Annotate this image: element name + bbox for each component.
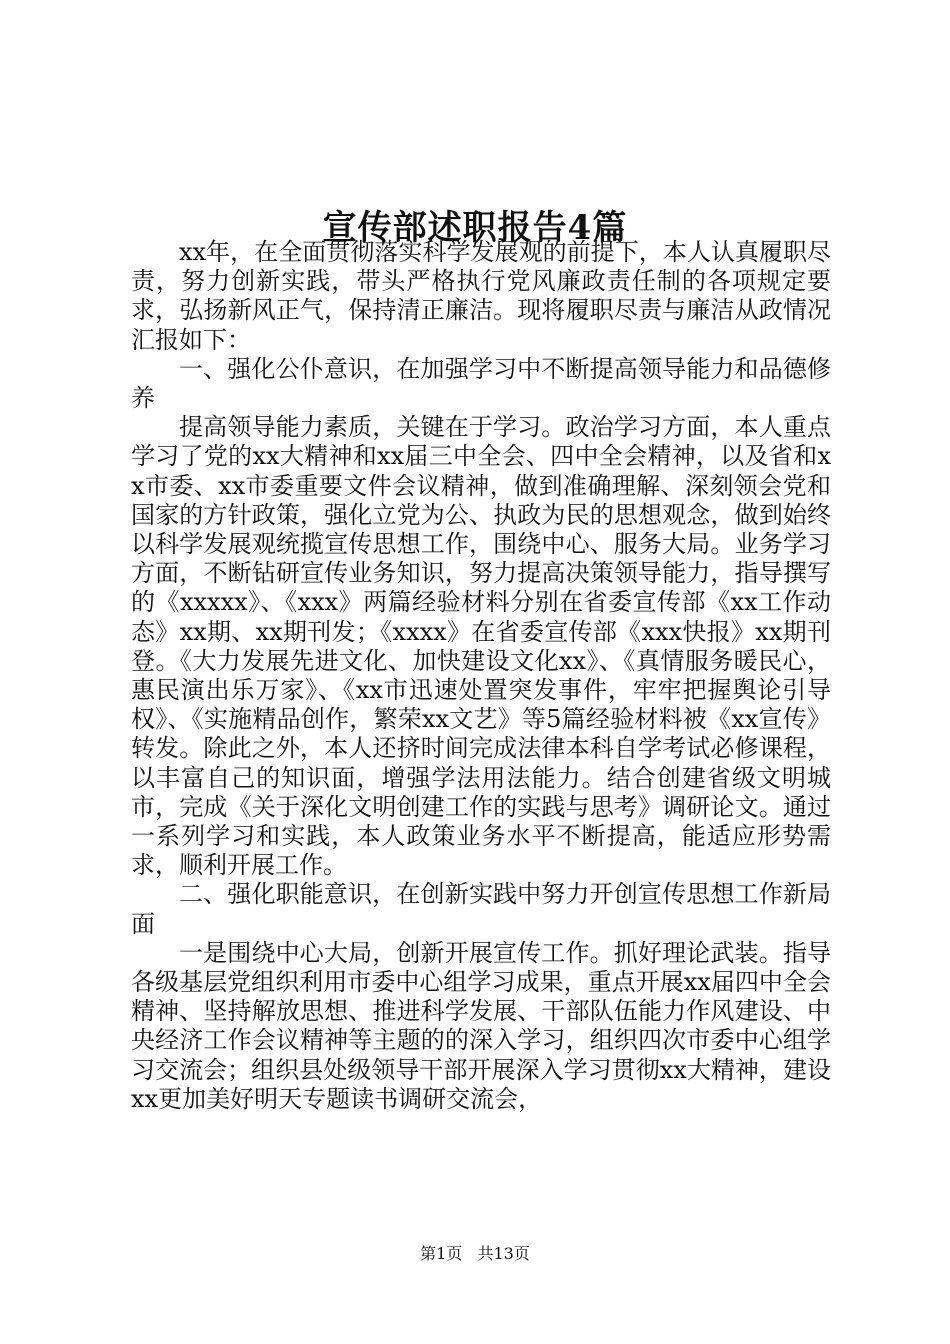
section-heading-2: 二、强化职能意识，在创新实践中努力开创宣传思想工作新局面 (131, 880, 831, 938)
document-body (131, 238, 831, 1114)
page-number: 第1页 (420, 1244, 463, 1263)
paragraph-study: 提高领导能力素质，关键在于学习。政治学习方面，本人重点学习了党的xx大精神和xx届三中全会、四中全会精神，以及省和xx市委、xx市委重要文件会议精神，做到准确理解、深刻领会党和国家的方针政策，强化立党为公、执政为民的思想观念，做到始终以科学发展观统揽宣传思想工作，围绕中心、服务大局。业务学习方面，不断钻研宣传业务知识，努力提高决策领导能力，指导撰写的《xxxxx》、《xxx》两篇经验材料分别在省委宣传部《xx工作动态》xx期、xx期刊发；《xxxx》在省委宣传部《xxx快报》xx期刊登。《大力发展先进文化、加快建设文化xx》、《真情服务暖民心，惠民演出乐万家》、《xx市迅速处置突发事件，牢牢把握舆论引导权》、《实施精品创作，繁荣xx文艺》等5篇经验材料被《xx宣传》转发。除此之外，本人还挤时间完成法律本科自学考试必修课程，以丰富自己的知识面，增强学法用法能力。结合创建省级文明城市，完成《关于深化文明创建工作的实践与思考》调研论文。通过一系列学习和实践，本人政策业务水平不断提高，能适应形势需求，顺利开展工作。 (131, 413, 831, 880)
page-title: 宣传部述职报告4篇 (322, 207, 628, 248)
paragraph-publicity: 一是围绕中心大局，创新开展宣传工作。抓好理论武装。指导各级基层党组织利用市委中心组学习成果，重点开展xx届四中全会精神、坚持解放思想、推进科学发展、干部队伍能力作风建设、中央经济工作会议精神等主题的的深入学习，组织四次市委中心组学习交流会；组织县处级领导干部开展深入学习贯彻xx大精神，建设xx更加美好明天专题读书调研交流会， (131, 938, 831, 1113)
section-heading-1: 一、强化公仆意识，在加强学习中不断提高领导能力和品德修养 (131, 354, 831, 413)
paragraph-intro: xx年，在全面贯彻落实科学发展观的前提下，本人认真履职尽责，努力创新实践，带头严格执行党风廉政责任制的各项规定要求，弘扬新风正气，保持清正廉洁。现将履职尽责与廉洁从政情况汇报如下： (131, 238, 831, 354)
page-footer (0, 1244, 950, 1264)
page-total: 共13页 (477, 1244, 530, 1263)
